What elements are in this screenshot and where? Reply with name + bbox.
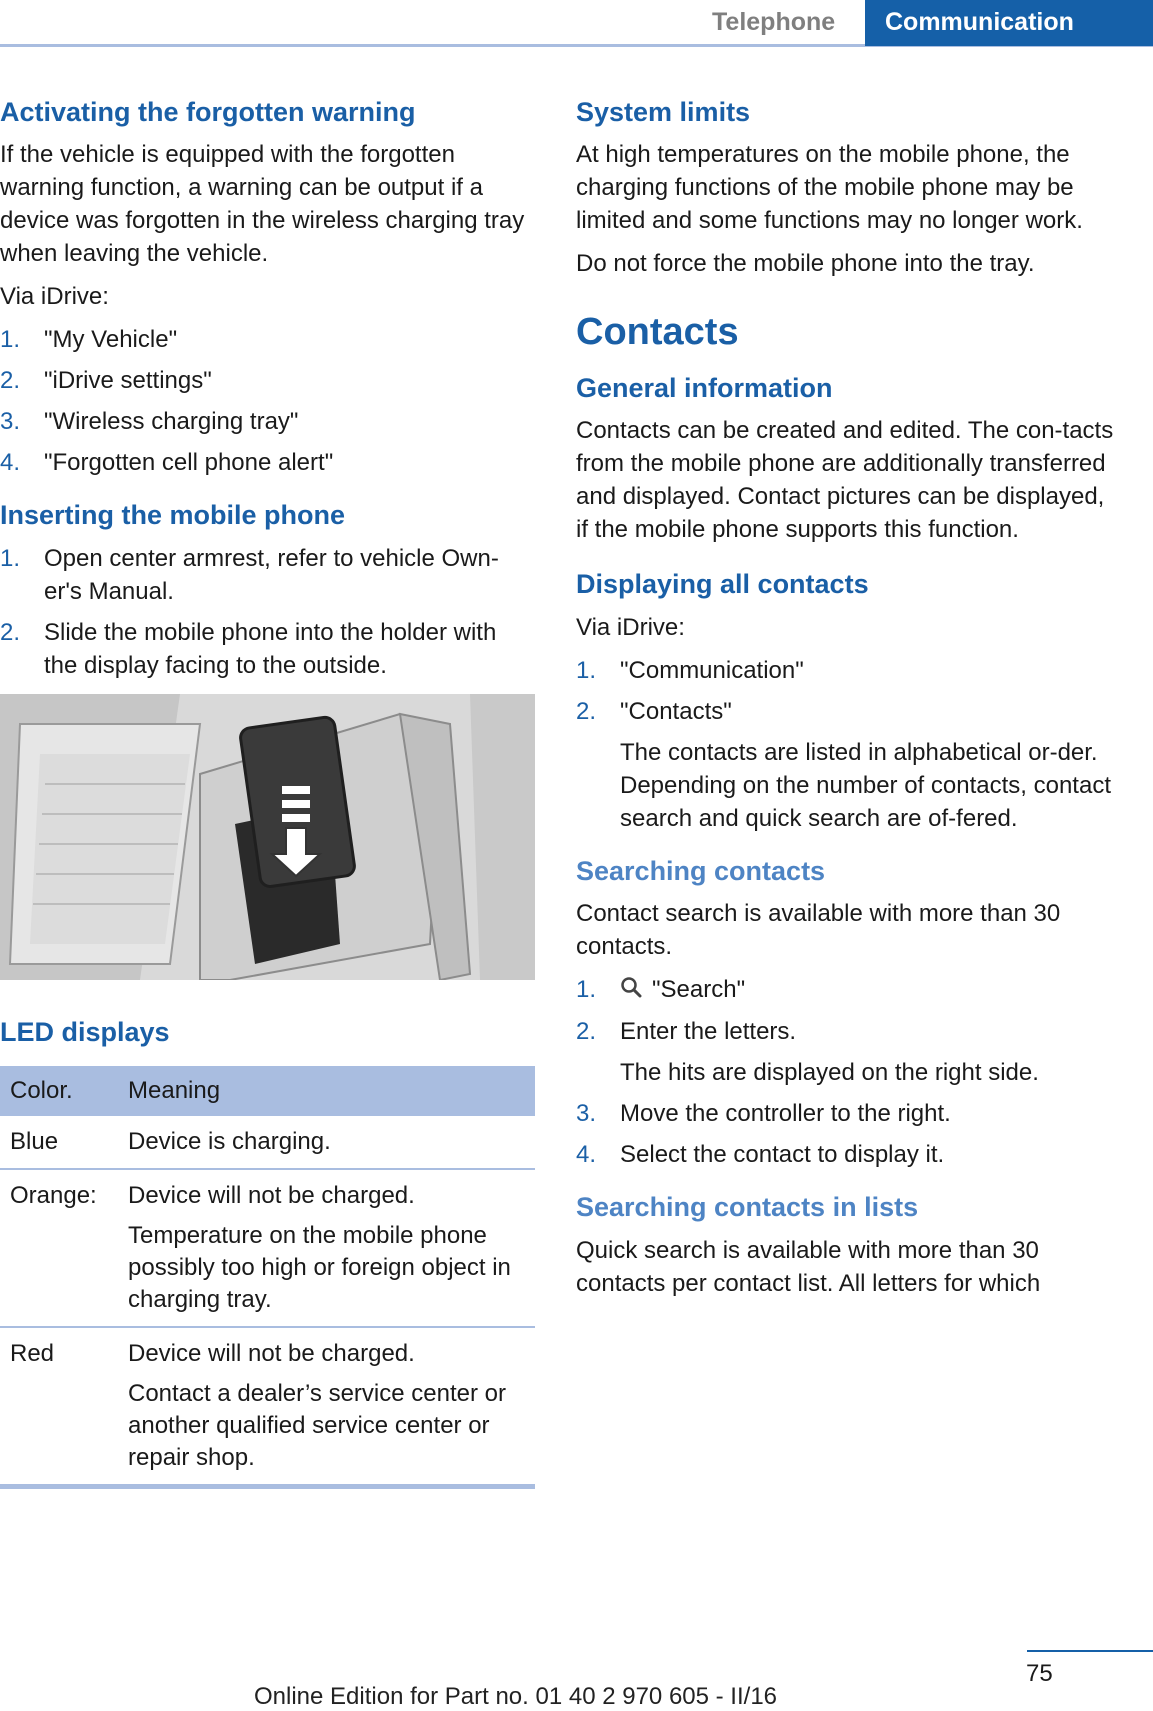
table-row xyxy=(0,1327,535,1487)
right-column xyxy=(576,96,1116,1310)
searching-contacts-steps xyxy=(576,973,1116,1171)
led-color-cell: Blue xyxy=(0,1116,118,1169)
list-item: 2. "Contacts" The contacts are listed in alphabetical or-der. Depending on the number of contacts, contact search and quick search are of-fered. xyxy=(576,697,1111,832)
list-item: 4. "Forgotten cell phone alert" xyxy=(0,449,334,477)
system-limits-paragraph-2: Do not force the mobile phone into the tray. xyxy=(576,250,1035,278)
led-color-cell: Orange: xyxy=(0,1169,118,1327)
list-item: 3. Move the controller to the right. xyxy=(576,1100,951,1128)
general-information-heading: General information xyxy=(576,372,833,403)
general-information-paragraph: Contacts can be created and edited. The con-tacts from the mobile phone are additionally transferred and displayed. Contact pictures can be displayed, if the mobile phone supports this function. xyxy=(576,417,1114,544)
led-displays-table xyxy=(0,1066,535,1489)
list-item: 2. "iDrive settings" xyxy=(0,367,212,395)
list-item: 1. "Communication" xyxy=(576,656,804,684)
forgotten-warning-paragraph: If the vehicle is equipped with the forgotten warning function, a warning can be output if a device was forgotten in the wireless charging tray when leaving the vehicle. xyxy=(0,141,525,268)
list-item: 4. Select the contact to display it. xyxy=(576,1141,945,1169)
search-icon xyxy=(620,974,646,1007)
tab-telephone[interactable]: Telephone xyxy=(712,8,836,36)
list-item: 2. Slide the mobile phone into the holder with the display facing to the outside. xyxy=(0,618,497,679)
displaying-contacts-steps xyxy=(576,654,1116,835)
led-displays-heading: LED displays xyxy=(0,1016,170,1047)
footer-edition: Online Edition for Part no. 01 40 2 970 605 - II/16 xyxy=(254,1683,778,1710)
list-item: 2. Enter the letters. The hits are displayed on the right side. xyxy=(576,1018,1039,1087)
forgotten-warning-steps xyxy=(0,323,535,479)
left-column xyxy=(0,96,535,1489)
led-color-cell: Red xyxy=(0,1327,118,1487)
list-item: 1. Open center armrest, refer to vehicle Own-er's Manual. xyxy=(0,544,499,605)
charging-tray-illustration xyxy=(0,694,535,980)
system-limits-paragraph: At high temperatures on the mobile phone, the charging functions of the mobile phone may be limited and some functions may no longer work. xyxy=(576,141,1083,235)
column-header-meaning: Meaning xyxy=(118,1066,535,1116)
inserting-phone-steps xyxy=(0,542,535,682)
tab-communication[interactable]: Communication xyxy=(865,0,1153,46)
page-number: 75 xyxy=(1026,1660,1053,1687)
inserting-phone-heading: Inserting the mobile phone xyxy=(0,500,346,531)
led-meaning-cell: Device will not be charged. Temperature on the mobile phone possibly too high or foreign object in charging tray. xyxy=(118,1169,535,1327)
searching-contacts-heading: Searching contacts xyxy=(576,855,826,886)
searching-lists-paragraph: Quick search is available with more than 30 contacts per contact list. All letters for which xyxy=(576,1236,1041,1297)
via-idrive-label: Via iDrive: xyxy=(0,283,109,311)
list-item: 3. "Wireless charging tray" xyxy=(0,408,299,436)
list-item: 1. "My Vehicle" xyxy=(0,326,178,354)
contacts-heading: Contacts xyxy=(576,311,739,354)
via-idrive-label: Via iDrive: xyxy=(576,613,685,641)
charging-tray-illustration-svg xyxy=(0,694,535,980)
forgotten-warning-heading: Activating the forgotten warning xyxy=(0,97,416,127)
table-row xyxy=(0,1116,535,1169)
list-item: 1. "Search" xyxy=(576,973,1116,1007)
searching-lists-heading: Searching contacts in lists xyxy=(576,1192,919,1223)
searching-contacts-paragraph: Contact search is available with more than 30 contacts. xyxy=(576,900,1061,961)
table-header-row xyxy=(0,1066,535,1116)
system-limits-heading: System limits xyxy=(576,97,751,127)
footer-rule xyxy=(1027,1650,1153,1652)
led-meaning-cell: Device is charging. xyxy=(118,1116,535,1169)
table-row xyxy=(0,1169,535,1327)
column-header-color: Color. xyxy=(0,1066,118,1116)
displaying-contacts-heading: Displaying all contacts xyxy=(576,569,869,600)
led-meaning-cell: Device will not be charged. Contact a dealer’s service center or another qualified service center or repair shop. xyxy=(118,1327,535,1487)
